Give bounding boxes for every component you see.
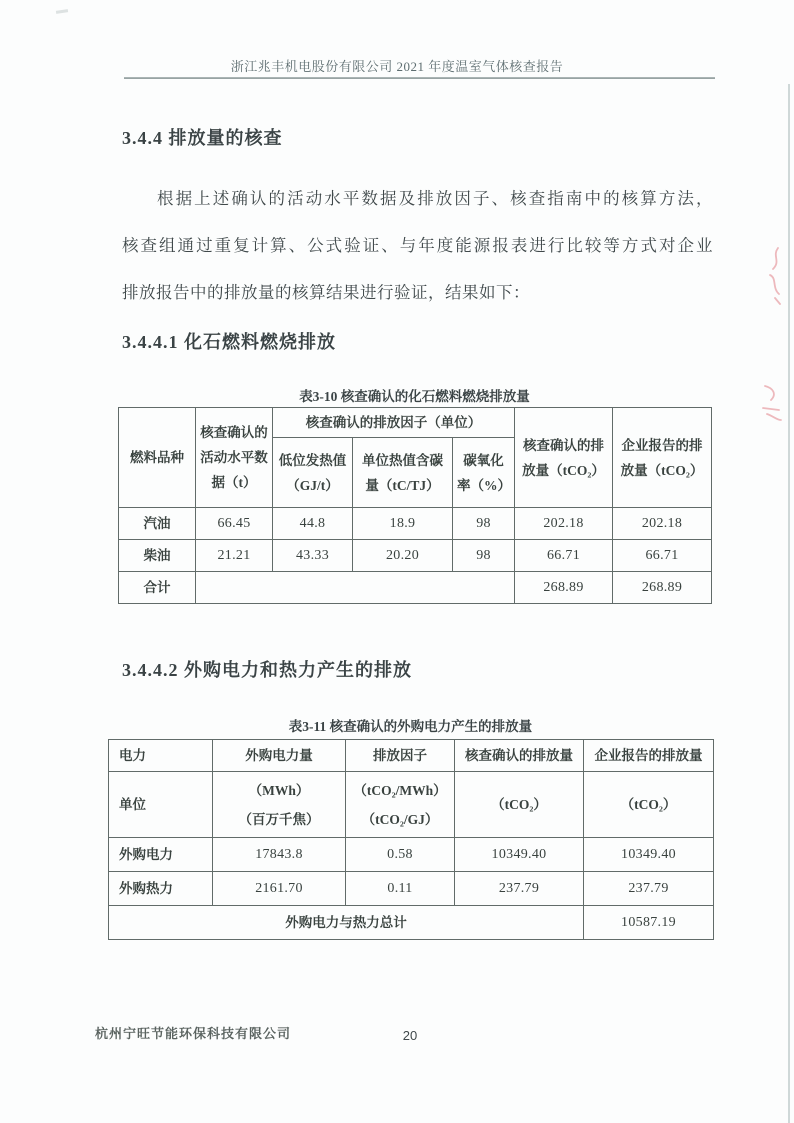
scan-page-edge-line <box>788 84 790 1123</box>
grand-total-label: 外购电力与热力总计 <box>109 906 584 940</box>
header-verified-emission: 核查确认的排放量 <box>455 740 584 772</box>
reported-value: 10349.40 <box>584 838 714 872</box>
page-header-title: 浙江兆丰机电股份有限公司 2021 年度温室气体核查报告 <box>230 59 564 74</box>
body-paragraph-line: 排放报告中的排放量的核算结果进行验证，结果如下： <box>122 283 530 302</box>
reported-value: 66.71 <box>613 540 712 572</box>
table-3-11-caption: 表3-11 核查确认的外购电力产生的排放量 <box>288 719 533 734</box>
verified-value: 237.79 <box>455 872 584 906</box>
unit-purchased-amount <box>213 772 346 838</box>
carbon-value: 18.9 <box>353 508 453 540</box>
header-emission-factor: 排放因子 <box>346 740 455 772</box>
header-reported-emission: 企业报告的排放量 <box>584 740 714 772</box>
header-purchased-amount: 外购电力量 <box>213 740 346 772</box>
amount-value: 17843.8 <box>213 838 346 872</box>
verified-value: 202.18 <box>515 508 613 540</box>
body-paragraph-line: 核查组通过重复计算、公式验证、与年度能源报表进行比较等方式对企业 <box>122 236 713 255</box>
oxidation-value: 98 <box>453 508 515 540</box>
ncv-value: 43.33 <box>273 540 353 572</box>
table-3-10-caption: 表3-10 核查确认的化石燃料燃烧排放量 <box>299 389 530 404</box>
fuel-label: 柴油 <box>119 540 196 572</box>
carbon-value: 20.20 <box>353 540 453 572</box>
header-oxidation-rate: 碳氧化率（%） <box>453 438 515 508</box>
activity-value: 21.21 <box>196 540 273 572</box>
unit-label: 单位 <box>109 772 213 838</box>
verified-value: 66.71 <box>515 540 613 572</box>
row-label: 外购热力 <box>109 872 213 906</box>
unit-line-gj: （百万千焦） <box>238 811 320 827</box>
factor-value: 0.11 <box>346 872 455 906</box>
reported-value: 202.18 <box>613 508 712 540</box>
table-row-total <box>119 572 712 604</box>
table-row-diesel <box>119 540 712 572</box>
scan-speck <box>56 9 68 14</box>
total-verified-value: 268.89 <box>515 572 613 604</box>
header-fuel-type: 燃料品种 <box>119 408 196 508</box>
handwritten-annotation-mark <box>763 244 789 306</box>
header-reported-emission: 企业报告的排放量（tCO₂） <box>613 408 712 508</box>
oxidation-value: 98 <box>453 540 515 572</box>
header-ncv: 低位发热值（GJ/t） <box>273 438 353 508</box>
total-reported-value: 268.89 <box>613 572 712 604</box>
body-paragraph-line: 根据上述确认的活动水平数据及排放因子、核查指南中的核算方法， <box>157 189 713 208</box>
amount-value: 2161.70 <box>213 872 346 906</box>
unit-emission-factor <box>346 772 455 838</box>
section-heading: 3.4.4 排放量的核查 <box>122 128 283 148</box>
activity-value: 66.45 <box>196 508 273 540</box>
table-row-purchased-heat <box>109 872 714 906</box>
header-emission-factor-group: 核查确认的排放因子（单位） <box>273 408 515 438</box>
unit-line-tco2-mwh: （tCO₂/MWh） <box>353 782 447 798</box>
unit-reported: （tCO₂） <box>584 772 714 838</box>
table-row-grand-total <box>109 906 714 940</box>
subsection-heading-fossil-fuel: 3.4.4.1 化石燃料燃烧排放 <box>122 332 336 352</box>
row-label: 外购电力 <box>109 838 213 872</box>
factor-value: 0.58 <box>346 838 455 872</box>
table-header-row <box>119 408 712 438</box>
total-empty-cell <box>196 572 515 604</box>
verified-value: 10349.40 <box>455 838 584 872</box>
header-verified-emission: 核查确认的排放量（tCO₂） <box>515 408 613 508</box>
table-header-row <box>109 740 714 772</box>
total-label: 合计 <box>119 572 196 604</box>
reported-value: 237.79 <box>584 872 714 906</box>
footer-company-name: 杭州宁旺节能环保科技有限公司 <box>95 1026 292 1041</box>
unit-verified: （tCO₂） <box>455 772 584 838</box>
handwritten-annotation-mark <box>757 380 787 424</box>
table-row-gasoline <box>119 508 712 540</box>
ncv-value: 44.8 <box>273 508 353 540</box>
purchased-power-emission-table <box>108 739 714 940</box>
footer-page-number: 20 <box>402 1028 418 1043</box>
unit-line-tco2-gj: （tCO₂/GJ） <box>361 811 439 827</box>
header-activity-data: 核查确认的活动水平数据（t） <box>196 408 273 508</box>
fossil-fuel-emission-table <box>118 407 712 604</box>
table-unit-row <box>109 772 714 838</box>
subsection-heading-purchased-power: 3.4.4.2 外购电力和热力产生的排放 <box>122 660 412 680</box>
header-carbon-content: 单位热值含碳量（tC/TJ） <box>353 438 453 508</box>
table-row-purchased-electricity <box>109 838 714 872</box>
unit-line-mwh: （MWh） <box>248 782 310 798</box>
header-power: 电力 <box>109 740 213 772</box>
header-rule <box>124 77 715 79</box>
fuel-label: 汽油 <box>119 508 196 540</box>
grand-total-value: 10587.19 <box>584 906 714 940</box>
